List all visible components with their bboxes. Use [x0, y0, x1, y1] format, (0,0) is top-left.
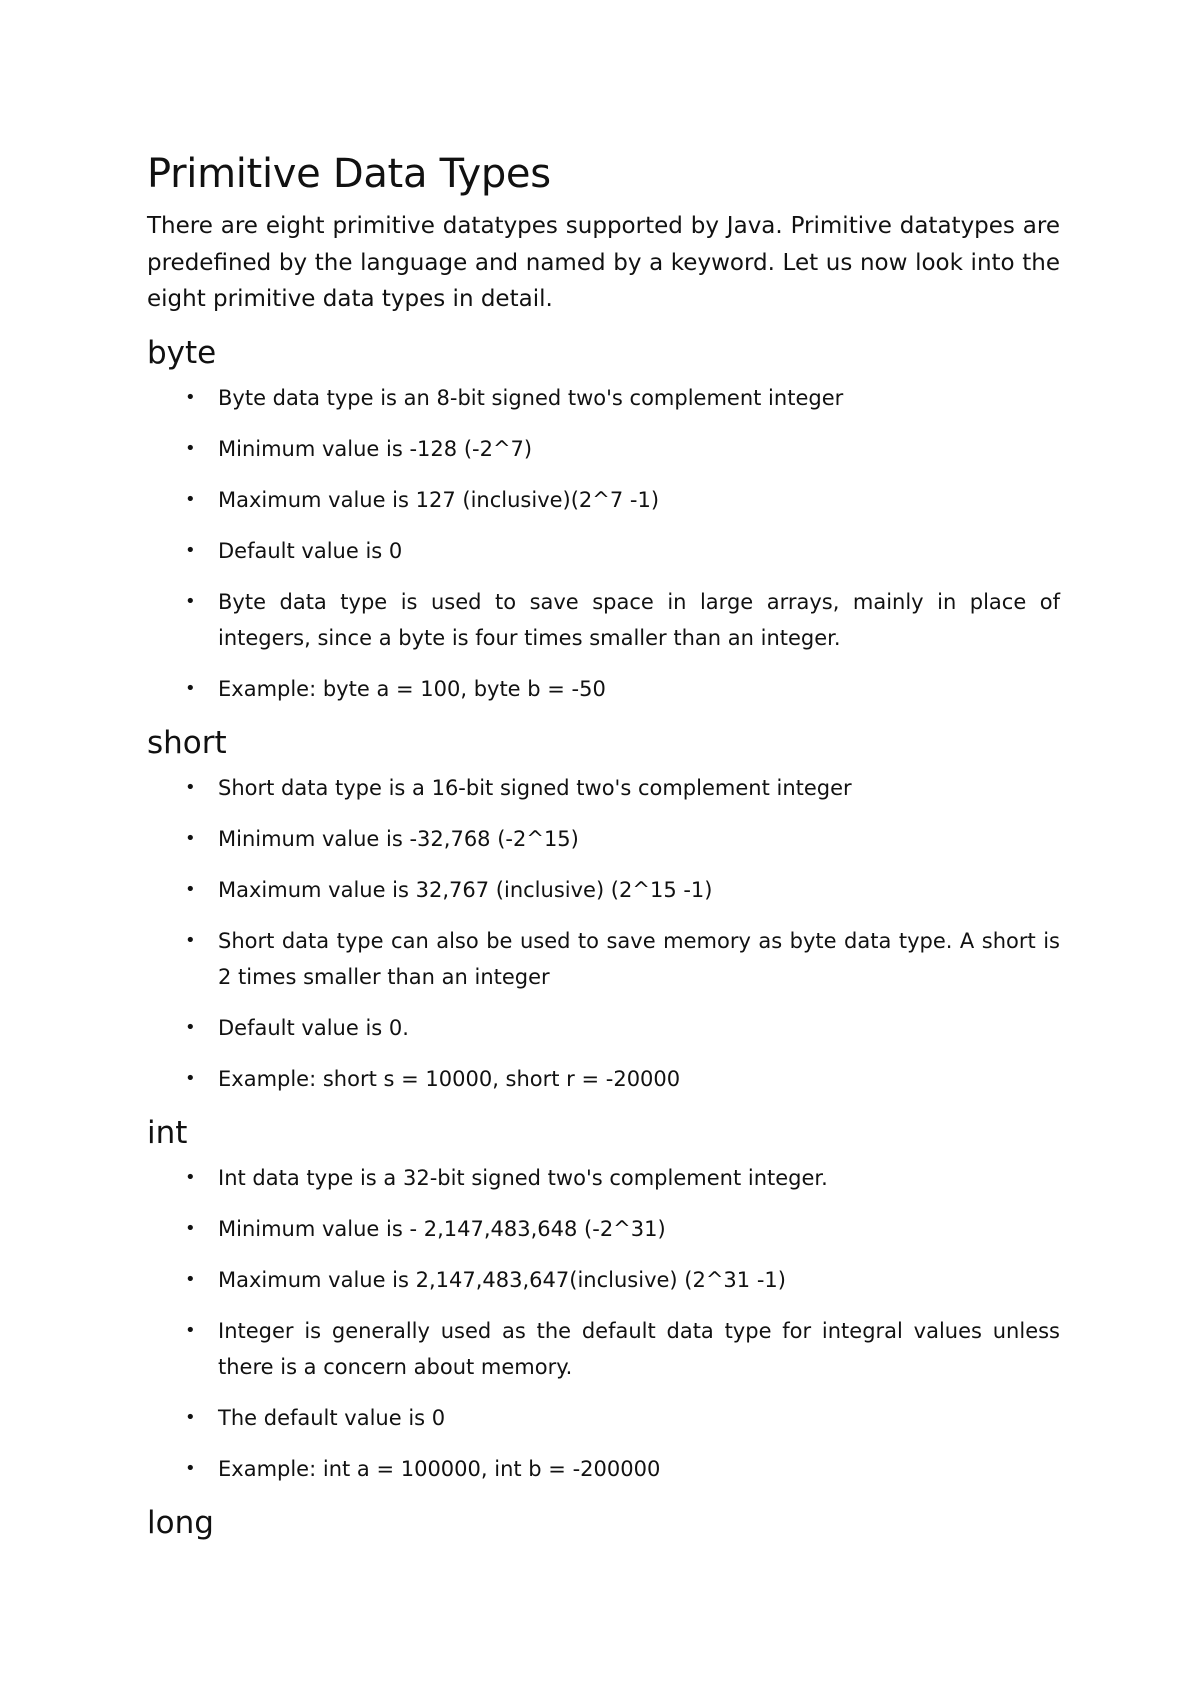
- list-item-text: Short data type is a 16-bit signed two's complement integer: [218, 775, 852, 800]
- bullet-icon: •: [185, 1458, 196, 1479]
- bullet-icon: •: [185, 827, 196, 849]
- bullet-icon: •: [185, 488, 196, 510]
- page-title: Primitive Data Types: [147, 151, 551, 197]
- bullet-icon: •: [185, 929, 196, 951]
- list-item: [147, 533, 1060, 570]
- list-item-text: Default value is 0.: [218, 1016, 409, 1040]
- list-item: [147, 1211, 1060, 1248]
- list-item-text: Example: byte a = 100, byte b = -50: [218, 677, 606, 701]
- bullet-icon: •: [185, 1407, 196, 1428]
- list-item: [147, 1160, 1060, 1197]
- bullet-icon: •: [185, 1017, 196, 1038]
- list-item-text: Int data type is a 32-bit signed two's complement integer.: [218, 1165, 828, 1190]
- document-page: [147, 150, 1060, 1546]
- list-item-text: The default value is 0: [218, 1406, 446, 1430]
- bullet-icon: •: [185, 678, 196, 699]
- list-item-text: Default value is 0: [218, 538, 403, 563]
- list-item: [147, 671, 1060, 708]
- bullet-icon: •: [185, 878, 196, 900]
- list-item: [147, 1010, 1060, 1047]
- list-item-text: Example: short s = 10000, short r = -20000: [218, 1067, 681, 1091]
- bullet-icon: •: [185, 1217, 196, 1239]
- intro-paragraph: There are eight primitive datatypes supported by Java. Primitive datatypes are predefined by the language and named by a keyword. Let us now look into the eight primitive data types in detail.: [147, 213, 1060, 312]
- list-item-text: Maximum value is 2,147,483,647(inclusive) (2^31 -1): [218, 1267, 786, 1292]
- bullet-icon: •: [185, 590, 196, 612]
- list-item-text: Integer is generally used as the default data type for integral values unless there is a concern about memory.: [218, 1318, 1060, 1379]
- list-item: [147, 923, 1060, 996]
- list-item: [147, 770, 1060, 807]
- bullet-icon: •: [185, 1268, 196, 1290]
- list-item-text: Example: int a = 100000, int b = -200000: [218, 1457, 661, 1481]
- section-list-short: [147, 770, 1060, 1098]
- bullet-icon: •: [185, 1068, 196, 1089]
- bullet-icon: •: [185, 386, 196, 408]
- list-item-text: Byte data type is used to save space in large arrays, mainly in place of integers, since a byte is four times smaller than an integer.: [218, 589, 1060, 650]
- section-heading-int: int: [147, 1114, 188, 1151]
- list-item: [147, 380, 1060, 417]
- list-item: [147, 821, 1060, 858]
- list-item: [147, 584, 1060, 657]
- list-item: [147, 1061, 1060, 1098]
- bullet-icon: •: [185, 1166, 196, 1188]
- section-list-int: [147, 1160, 1060, 1488]
- section-heading-long: long: [147, 1504, 214, 1541]
- section-heading-byte: byte: [147, 334, 217, 371]
- sections-container: [147, 330, 1060, 1546]
- list-item-text: Maximum value is 32,767 (inclusive) (2^15 -1): [218, 877, 713, 902]
- bullet-icon: •: [185, 437, 196, 459]
- list-item-text: Minimum value is - 2,147,483,648 (-2^31): [218, 1216, 666, 1241]
- list-item-text: Short data type can also be used to save memory as byte data type. A short is 2 times smaller than an integer: [218, 928, 1060, 989]
- section-list-byte: [147, 380, 1060, 708]
- section-heading-short: short: [147, 724, 227, 761]
- list-item: [147, 872, 1060, 909]
- list-item-text: Minimum value is -32,768 (-2^15): [218, 826, 579, 851]
- list-item-text: Minimum value is -128 (-2^7): [218, 436, 533, 461]
- list-item-text: Byte data type is an 8-bit signed two's complement integer: [218, 385, 844, 410]
- list-item: [147, 1451, 1060, 1488]
- bullet-icon: •: [185, 539, 196, 561]
- list-item: [147, 482, 1060, 519]
- list-item: [147, 1262, 1060, 1299]
- list-item: [147, 1400, 1060, 1437]
- list-item-text: Maximum value is 127 (inclusive)(2^7 -1): [218, 487, 660, 512]
- list-item: [147, 431, 1060, 468]
- bullet-icon: •: [185, 1319, 196, 1341]
- bullet-icon: •: [185, 776, 196, 798]
- list-item: [147, 1313, 1060, 1386]
